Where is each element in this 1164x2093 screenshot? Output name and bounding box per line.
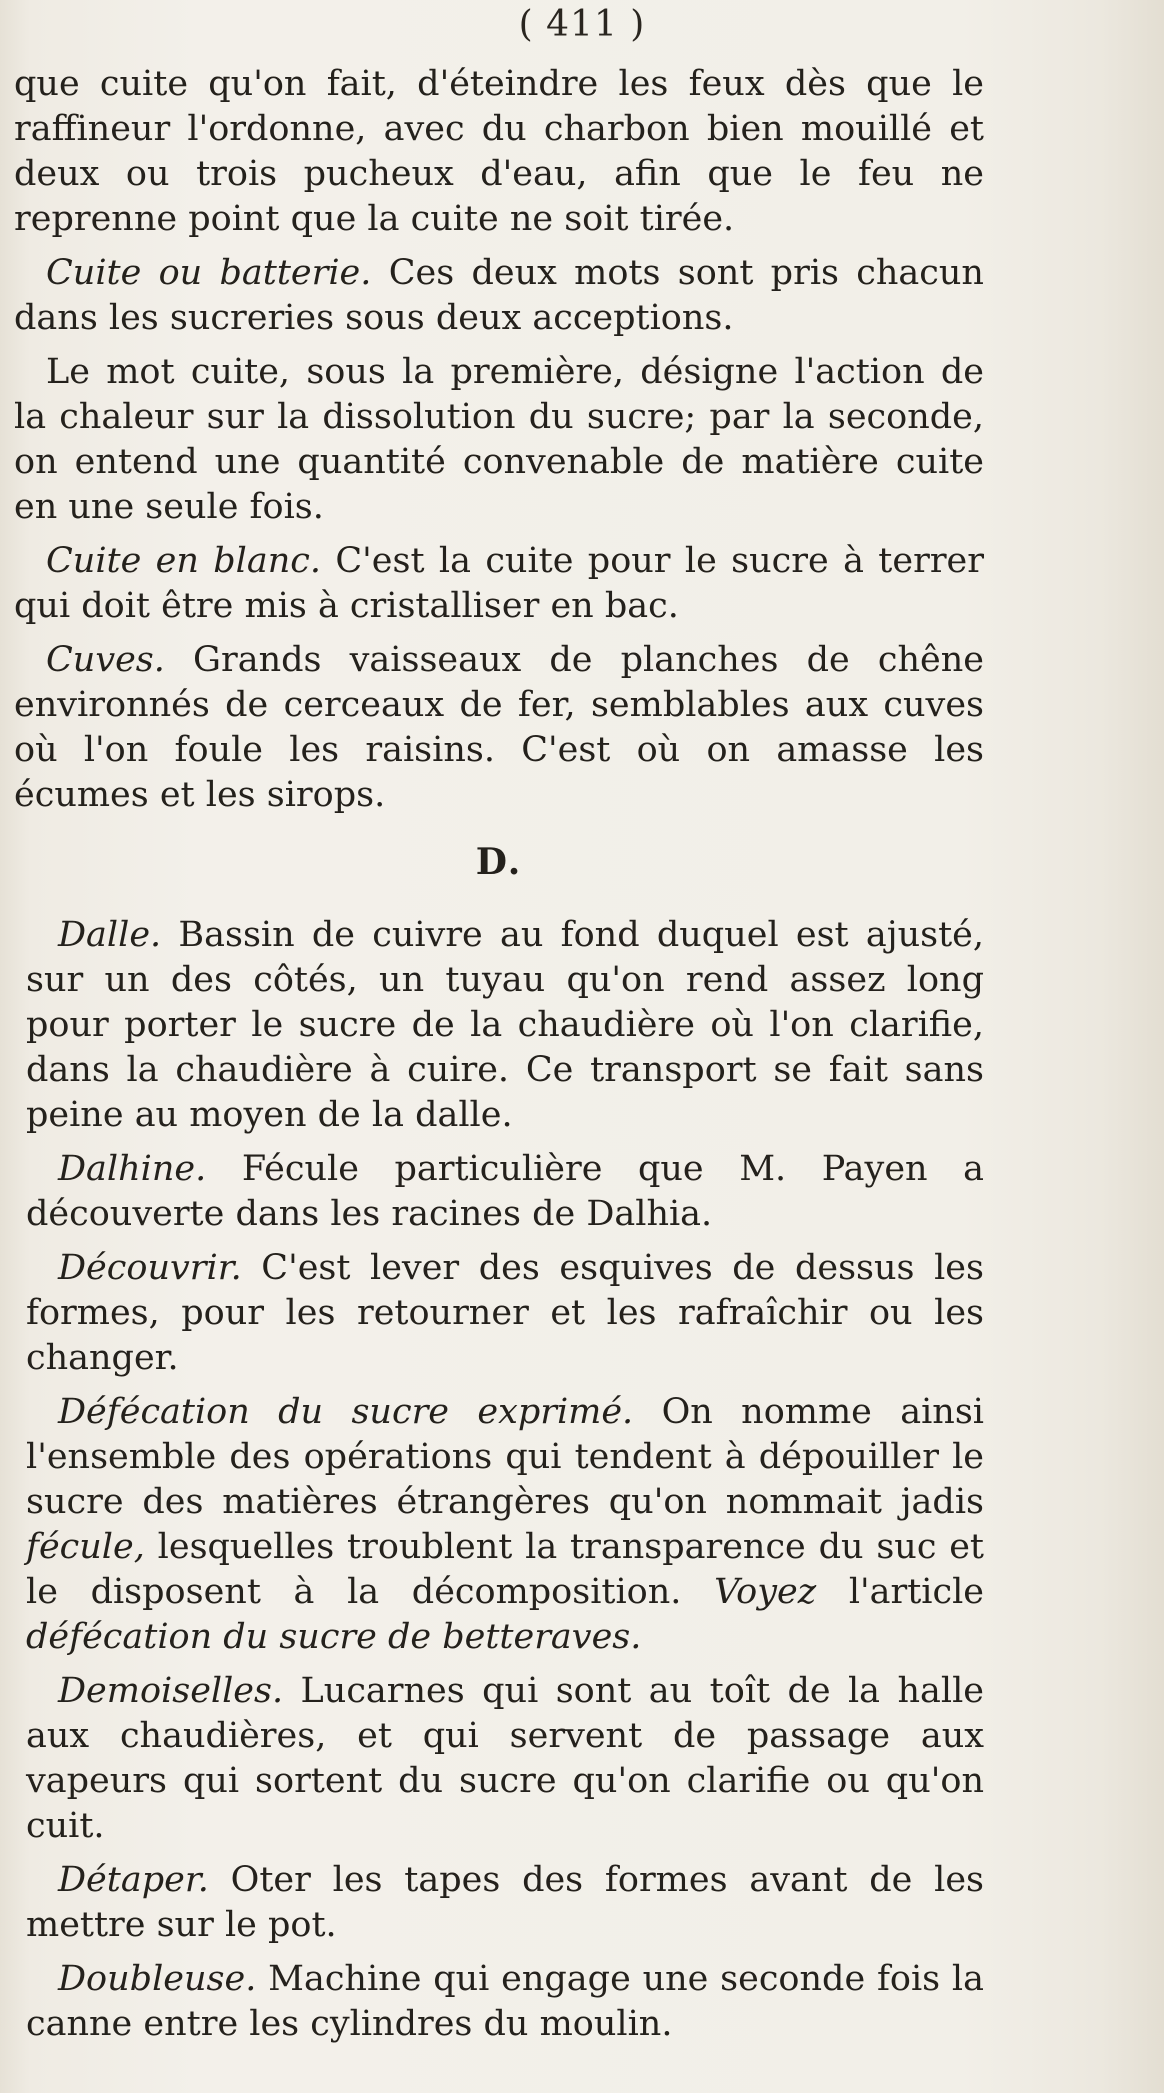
page-text xyxy=(14,62,984,2056)
entry-dalle xyxy=(26,913,984,1138)
paragraph-continuation xyxy=(14,62,984,242)
entry-term: Dalhine. xyxy=(58,1149,207,1189)
entry-term: Cuves. xyxy=(46,640,165,680)
entry-text: Machine qui engage une seconde fois la canne entre les cylindres du moulin. xyxy=(26,1959,984,2044)
section-letter-heading: D. xyxy=(475,841,523,883)
entry-dalhine xyxy=(26,1147,984,1237)
entry-term: Détaper. xyxy=(58,1860,209,1900)
entries-d xyxy=(14,913,984,2047)
entry-text: C'est lever des esquives de dessus les formes, pour les retourner et les rafraîchir ou les changer. xyxy=(26,1248,984,1378)
paragraph-text: que cuite qu'on fait, d'éteindre les feux dès que le raffineur l'ordonne, avec du charbon bien mouillé et deux ou trois pucheux d'eau, afin que le feu ne reprenne point que la cuite ne soit tirée. xyxy=(14,64,984,239)
entry-text: Grands vaisseaux de planches de chêne environnés de cerceaux de fer, semblables aux cuves où l'on foule les raisins. C'est où on amasse les écumes et les sirops. xyxy=(14,640,984,815)
entry-text: Ces deux mots sont pris chacun dans les sucreries sous deux acceptions. xyxy=(14,253,984,338)
entry-text: Fécule particulière que M. Payen a découverte dans les racines de Dalhia. xyxy=(26,1149,984,1234)
entry-doubleuse xyxy=(26,1957,984,2047)
page-number: ( 411 ) xyxy=(518,4,646,45)
entry-text: C'est la cuite pour le sucre à terrer qui doit être mis à cristalliser en bac. xyxy=(14,541,984,626)
entry-defecation xyxy=(26,1390,984,1660)
entry-term: Doubleuse. xyxy=(58,1959,257,1999)
paragraph-text: Le mot cuite, sous la première, désigne l'action de la chaleur sur la dissolution du sucre; par la seconde, on entend une quantité convenable de matière cuite en une seule fois. xyxy=(14,352,984,527)
entry-cuite-en-blanc xyxy=(14,539,984,629)
entry-term: Cuite ou batterie. xyxy=(46,253,372,293)
entry-decouvrir xyxy=(26,1246,984,1381)
entry-cuves xyxy=(14,638,984,818)
entry-term: Demoiselles. xyxy=(58,1671,284,1711)
entry-detaper xyxy=(26,1858,984,1948)
entry-term-inline: fécule, xyxy=(26,1527,145,1567)
entry-text: Oter les tapes des formes avant de les mettre sur le pot. xyxy=(26,1860,984,1945)
entry-text: l'article xyxy=(848,1572,984,1612)
entry-term: Cuite en blanc. xyxy=(46,541,322,581)
entry-term-inline: Voyez xyxy=(714,1572,817,1612)
entry-demoiselles xyxy=(26,1669,984,1849)
entry-text: Bassin de cuivre au fond duquel est ajusté, sur un des côtés, un tuyau qu'on rend assez long pour porter le sucre de la chaudière où l'on clarifie, dans la chaudière à cuire. Ce transport se fait sans peine au moyen de la dalle. xyxy=(26,915,984,1135)
entry-text: lesquelles troublent la transparence du suc et le disposent à la décomposition. xyxy=(26,1527,984,1612)
entry-term: Défécation du sucre exprimé. xyxy=(58,1392,634,1432)
entry-term: Dalle. xyxy=(58,915,162,955)
paragraph-le-mot-cuite xyxy=(14,350,984,530)
entry-term: Découvrir. xyxy=(58,1248,242,1288)
entry-text: On nomme ainsi l'ensemble des opérations qui tendent à dépouiller le sucre des matières étrangères qu'on nommait jadis xyxy=(26,1392,984,1522)
entry-cross-reference: défécation du sucre de betteraves. xyxy=(26,1617,642,1657)
entry-cuite-ou-batterie xyxy=(14,251,984,341)
entry-text: Lucarnes qui sont au toît de la halle aux chaudières, et qui servent de passage aux vapeurs qui sortent du sucre qu'on clarifie ou qu'on cuit. xyxy=(26,1671,984,1846)
